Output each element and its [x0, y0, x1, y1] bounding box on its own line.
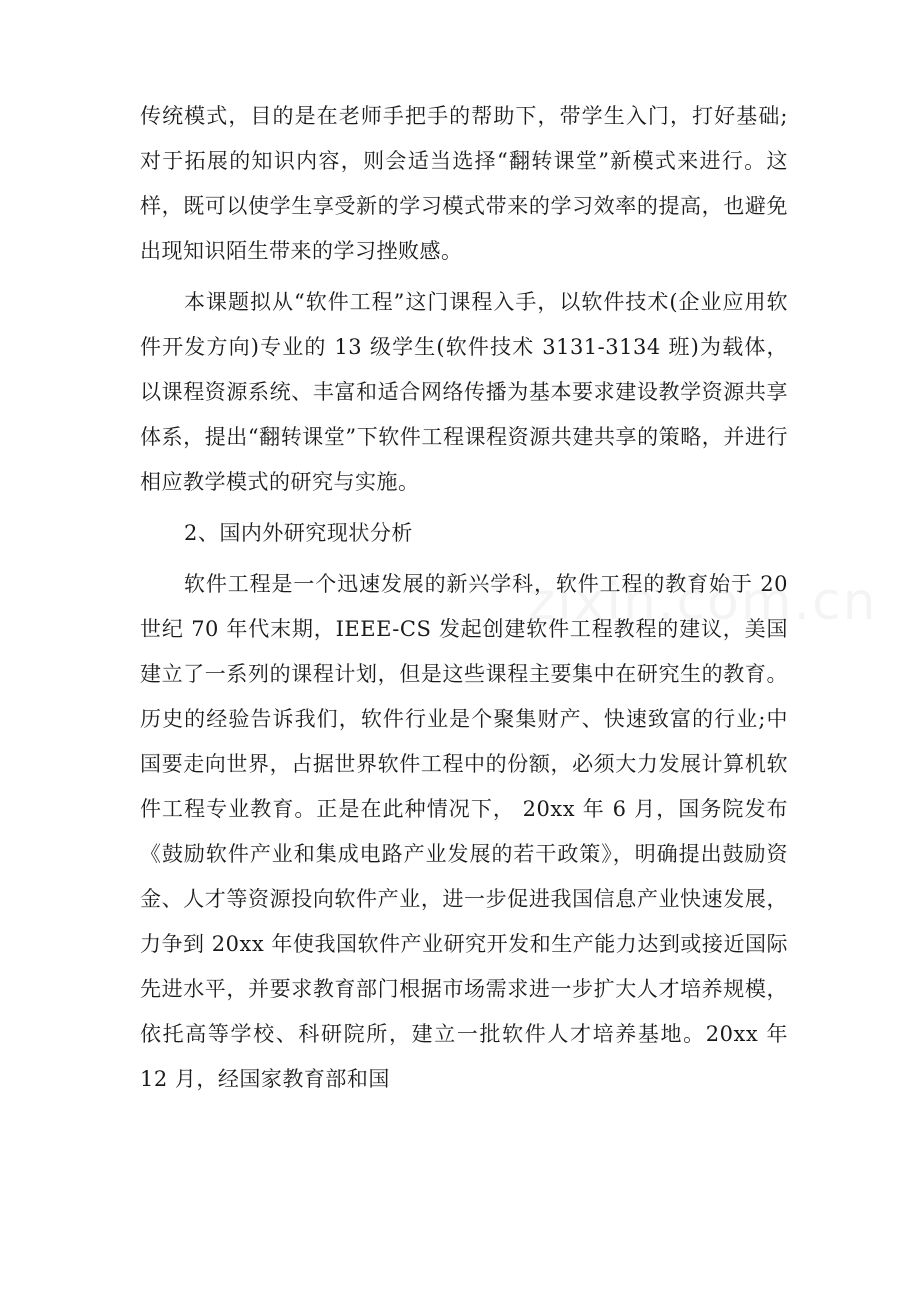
paragraph-project-intro: 本课题拟从“软件工程”这门课程入手，以软件技术(企业应用软件开发方向)专业的 13 级学生(软件技术 3131-3134 班)为载体，以课程资源系统、丰富和适合网络传播为基本要求建设教学资源共享体系，提出“翻转课堂”下软件工程课程资源共建共享的策略，并进行相应教学模式的研究与实施。 — [140, 290, 788, 494]
section-heading: 2、国内外研究现状分析 — [184, 521, 413, 545]
document-body — [140, 94, 788, 1102]
paragraph-continuation: 传统模式，目的是在老师手把手的帮助下，带学生入门，打好基础;对于拓展的知识内容，则会适当选择“翻转课堂”新模式来进行。这样，既可以使学生享受新的学习模式带来的学习效率的提高，也避免出现知识陌生带来的学习挫败感。 — [140, 104, 788, 263]
paragraph-research-status: 软件工程是一个迅速发展的新兴学科，软件工程的教育始于 20 世纪 70 年代末期，IEEE-CS 发起创建软件工程教程的建议，美国建立了一系列的课程计划，但是这些课程主要集中在研究生的教育。历史的经验告诉我们，软件行业是个聚集财产、快速致富的行业;中国要走向世界，占据世界软件工程中的份额，必须大力发展计算机软件工程专业教育。正是在此种情况下， 20xx 年 6 月，国务院发布《鼓励软件产业和集成电路产业发展的若干政策》，明确提出鼓励资金、人才等资源投向软件产业，进一步促进我国信息产业快速发展，力争到 20xx 年使我国软件产业研究开发和生产能力达到或接近国际先进水平，并要求教育部门根据市场需求进一步扩大人才培养规模，依托高等学校、科研院所，建立一批软件人才培养基地。20xx 年 12 月，经国家教育部和国 — [140, 572, 788, 1091]
